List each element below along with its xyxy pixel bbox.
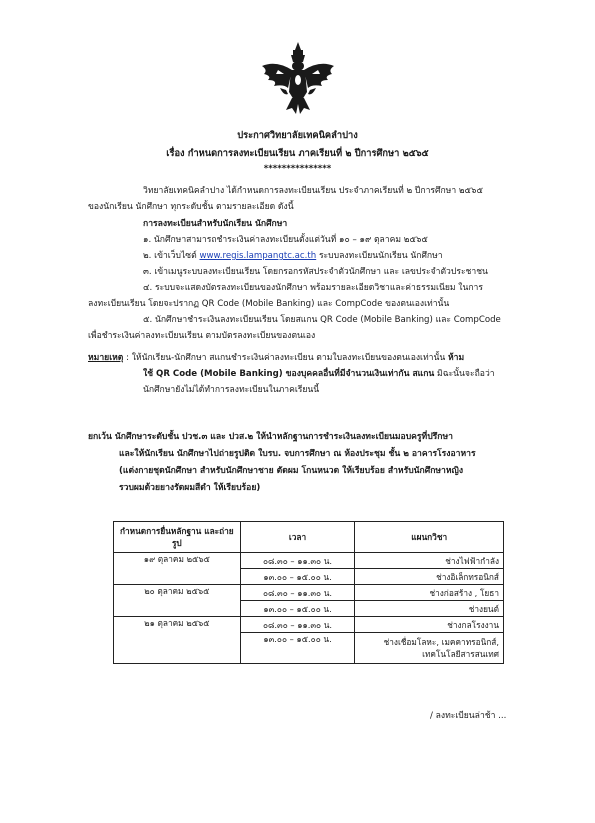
note-text-2b: มิฉะนั้นจะถือว่า bbox=[437, 369, 495, 379]
step-2 bbox=[143, 250, 443, 263]
note-line-1 bbox=[88, 352, 464, 365]
note-text-2: ใช้ QR Code (Mobile Banking) ของบุคคลอื่นที่มีจำนวนเงินเท่ากัน สแกน bbox=[143, 369, 435, 379]
intro-line-2: ของนักเรียน นักศึกษา ทุกระดับชั้น ตามรายละเอียด ดังนี้ bbox=[88, 202, 294, 212]
exception-line-2: และให้นักเรียน นักศึกษาไปถ่ายรูปติด ใบรบ. จบการศึกษา ณ ห้องประชุม ชั้น ๒ อาคารโรงอาหาร bbox=[119, 449, 476, 459]
row-time: ๐๘.๓๐ – ๑๑.๓๐ น. bbox=[240, 553, 355, 569]
row-time: ๐๘.๓๐ – ๑๑.๓๐ น. bbox=[240, 617, 355, 633]
row-date: ๒๑ ตุลาคม ๒๕๖๕ bbox=[114, 617, 241, 664]
step-5-line-1: ๕. นักศึกษาชำระเงินลงทะเบียนเรียน โดยสแกน QR Code (Mobile Banking) และ CompCode bbox=[143, 315, 501, 325]
exception-line-1: ยกเว้น นักศึกษาระดับชั้น ปวช.๓ และ ปวส.๒ ให้นำหลักฐานการชำระเงินลงทะเบียนมอบครูที่ปรึกษา bbox=[88, 432, 453, 442]
step-1: ๑. นักศึกษาสามารถชำระเงินค่าลงทะเบียนตั้งแต่วันที่ ๑๐ – ๑๙ ตุลาคม ๒๕๖๕ bbox=[143, 235, 428, 245]
garuda-emblem-icon bbox=[258, 40, 338, 118]
note-prohibit: ห้าม bbox=[447, 353, 465, 363]
announcement-org: ประกาศวิทยาลัยเทคนิคลำปาง bbox=[237, 130, 358, 141]
schedule-table bbox=[113, 521, 504, 664]
table-header-row bbox=[114, 522, 504, 553]
note-text-1: : ให้นักเรียน-นักศึกษา สแกนชำระเงินค่าลงทะเบียน ตามใบลงทะเบียนของตนเองเท่านั้น bbox=[126, 353, 446, 363]
step-5-line-2: เพื่อชำระเงินค่าลงทะเบียนเรียน ตามบัตรลงทะเบียนของตนเอง bbox=[88, 331, 316, 341]
step-2-suffix: ระบบลงทะเบียนนักเรียน นักศึกษา bbox=[318, 251, 443, 261]
note-line-2 bbox=[143, 368, 495, 381]
step-4-line-1: ๔. ระบบจะแสดงบัตรลงทะเบียนของนักศึกษา พร้อมรายละเอียดวิชาและค่าธรรมเนียม ในการ bbox=[143, 283, 483, 293]
row-date: ๒๐ ตุลาคม ๒๕๖๕ bbox=[114, 585, 241, 617]
row-department: ช่างไฟฟ้ากำลัง bbox=[355, 553, 504, 569]
note-label: หมายเหตุ bbox=[88, 353, 124, 363]
header-department: แผนกวิชา bbox=[355, 522, 504, 553]
row-department: ช่างเชื่อมโลหะ, เมคคาทรอนิกส์, เทคโนโลยีสารสนเทศ bbox=[355, 633, 504, 664]
note-line-3: นักศึกษายังไม่ได้ทำการลงทะเบียนในภาคเรียนนี้ bbox=[143, 385, 320, 395]
exception-line-4: รวบผมด้วยยางรัดผมสีดำ ให้เรียบร้อย) bbox=[119, 483, 261, 493]
exception-line-3: (แต่งกายชุดนักศึกษา สำหรับนักศึกษาชาย ตัดผม โกนหนวด ให้เรียบร้อย สำหรับนักศึกษาหญิง bbox=[119, 466, 464, 476]
step-3: ๓. เข้าเมนูระบบลงทะเบียนเรียน โดยกรอกรหัสประจำตัวนักศึกษา และ เลขประจำตัวประชาชน bbox=[143, 267, 488, 277]
header-date: กำหนดการยื่นหลักฐาน และถ่ายรูป bbox=[114, 522, 241, 553]
announcement-subject: เรื่อง กำหนดการลงทะเบียนเรียน ภาคเรียนที่ ๒ ปีการศึกษา ๒๕๖๕ bbox=[166, 148, 429, 159]
row-date: ๑๙ ตุลาคม ๒๕๖๕ bbox=[114, 553, 241, 585]
steps-heading: การลงทะเบียนสำหรับนักเรียน นักศึกษา bbox=[143, 219, 288, 229]
row-time: ๑๓.๐๐ – ๑๕.๐๐ น. bbox=[240, 633, 355, 664]
step-2-prefix: ๒. เข้าเว็บไซต์ bbox=[143, 251, 197, 261]
table-row bbox=[114, 553, 504, 569]
intro-line-1: วิทยาลัยเทคนิคลำปาง ได้กำหนดการลงทะเบียนเรียน ประจำภาคเรียนที่ ๒ ปีการศึกษา ๒๕๖๕ bbox=[143, 186, 484, 196]
row-department: ช่างอิเล็กทรอนิกส์ bbox=[355, 569, 504, 585]
registration-website-link[interactable]: www.regis.lampangtc.ac.th bbox=[199, 251, 317, 261]
row-department: ช่างกลโรงงาน bbox=[355, 617, 504, 633]
row-time: ๑๓.๐๐ – ๑๕.๐๐ น. bbox=[240, 569, 355, 585]
row-time: ๐๘.๓๐ – ๑๑.๓๐ น. bbox=[240, 585, 355, 601]
row-department: ช่างยนต์ bbox=[355, 601, 504, 617]
table-row bbox=[114, 617, 504, 633]
header-time: เวลา bbox=[240, 522, 355, 553]
table-row bbox=[114, 585, 504, 601]
continuation-note: / ลงทะเบียนล่าช้า ... bbox=[430, 711, 507, 721]
row-department: ช่างก่อสร้าง , โยธา bbox=[355, 585, 504, 601]
row-time: ๑๓.๐๐ – ๑๕.๐๐ น. bbox=[240, 601, 355, 617]
separator-stars: *************** bbox=[263, 164, 332, 174]
step-4-line-2: ลงทะเบียนเรียน โดยจะปรากฏ QR Code (Mobile Banking) และ CompCode ของตนเองเท่านั้น bbox=[88, 299, 450, 309]
